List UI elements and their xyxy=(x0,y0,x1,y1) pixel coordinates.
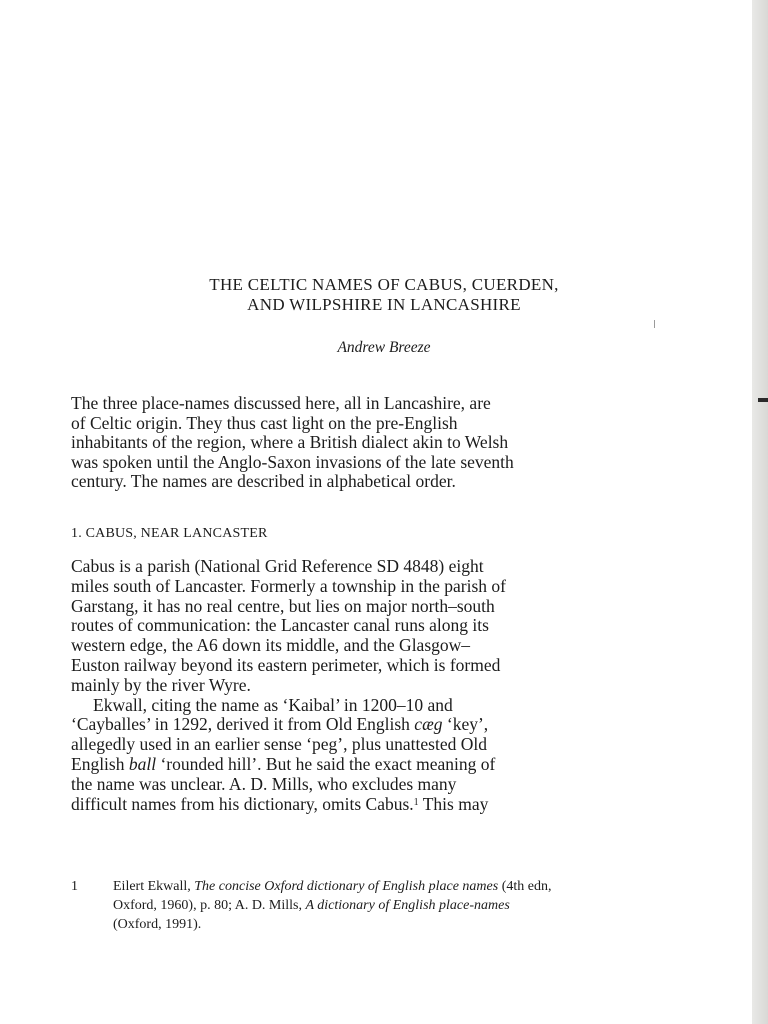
text-run: Eilert Ekwall, xyxy=(113,879,191,894)
text-line: western edge, the A6 down its middle, and the Glasgow– xyxy=(71,635,471,656)
text-line: Ekwall, citing the name as ‘Kaibal’ in 1200–10 and xyxy=(93,694,453,715)
italic-title: A dictionary of English place-names xyxy=(305,898,510,913)
text-line: The three place-names discussed here, all in Lancashire, are xyxy=(71,393,491,413)
text-run: This may xyxy=(422,793,489,814)
text-line: mainly by the river Wyre. xyxy=(71,674,251,695)
body-text xyxy=(71,557,627,814)
text-line xyxy=(71,795,627,815)
text-line: allegedly used in an earlier sense ‘peg’, plus unattested Old xyxy=(71,734,487,755)
italic-term: cæg xyxy=(414,714,443,735)
scan-edge-mark xyxy=(758,398,768,402)
text-line: (Oxford, 1991). xyxy=(113,917,202,932)
section-heading: 1. CABUS, NEAR LANCASTER xyxy=(71,526,268,541)
text-run: (4th edn, xyxy=(501,879,552,894)
text-run: ‘key’, xyxy=(446,714,489,735)
text-line: century. The names are described in alphabetical order. xyxy=(71,471,456,492)
text-line: inhabitants of the region, where a British dialect akin to Welsh xyxy=(71,432,509,453)
text-line xyxy=(71,755,627,775)
text-line xyxy=(113,877,633,896)
text-run: ‘rounded hill’. But he said the exact meaning of xyxy=(160,753,496,774)
text-line: the name was unclear. A. D. Mills, who excludes many xyxy=(71,773,457,794)
text-line xyxy=(113,896,633,915)
title-line: THE CELTIC NAMES OF CABUS, CUERDEN, xyxy=(209,275,559,294)
text-run: Oxford, 1960), p. 80; A. D. Mills, xyxy=(113,898,302,913)
text-line: routes of communication: the Lancaster canal runs along its xyxy=(71,615,489,636)
text-run: English xyxy=(71,753,125,774)
author-name: Andrew Breeze xyxy=(337,339,431,356)
text-line: miles south of Lancaster. Formerly a township in the parish of xyxy=(71,575,506,596)
abstract-paragraph xyxy=(71,394,627,492)
scan-edge xyxy=(752,0,768,1024)
italic-title: The concise Oxford dictionary of English place names xyxy=(194,879,499,894)
italic-term: ball xyxy=(128,753,157,774)
title-line: AND WILPSHIRE IN LANCASHIRE xyxy=(247,295,521,314)
text-line: Garstang, it has no real centre, but lies on major north–south xyxy=(71,595,495,616)
article-title xyxy=(0,275,768,315)
text-run: ‘Cayballes’ in 1292, derived it from Old English xyxy=(71,714,410,735)
text-line xyxy=(71,715,627,735)
text-line: was spoken until the Anglo-Saxon invasions of the late seventh xyxy=(71,451,514,472)
scan-speck xyxy=(654,320,655,328)
text-line: Euston railway beyond its eastern perimeter, which is formed xyxy=(71,654,501,675)
footnote-text xyxy=(113,877,633,934)
text-run: difficult names from his dictionary, omits Cabus. xyxy=(71,793,414,814)
footnote-reference: 1 xyxy=(413,796,419,808)
text-line: Cabus is a parish (National Grid Reference SD 4848) eight xyxy=(71,556,484,576)
footnote-number: 1 xyxy=(71,879,78,894)
text-line: of Celtic origin. They thus cast light on the pre-English xyxy=(71,412,458,433)
